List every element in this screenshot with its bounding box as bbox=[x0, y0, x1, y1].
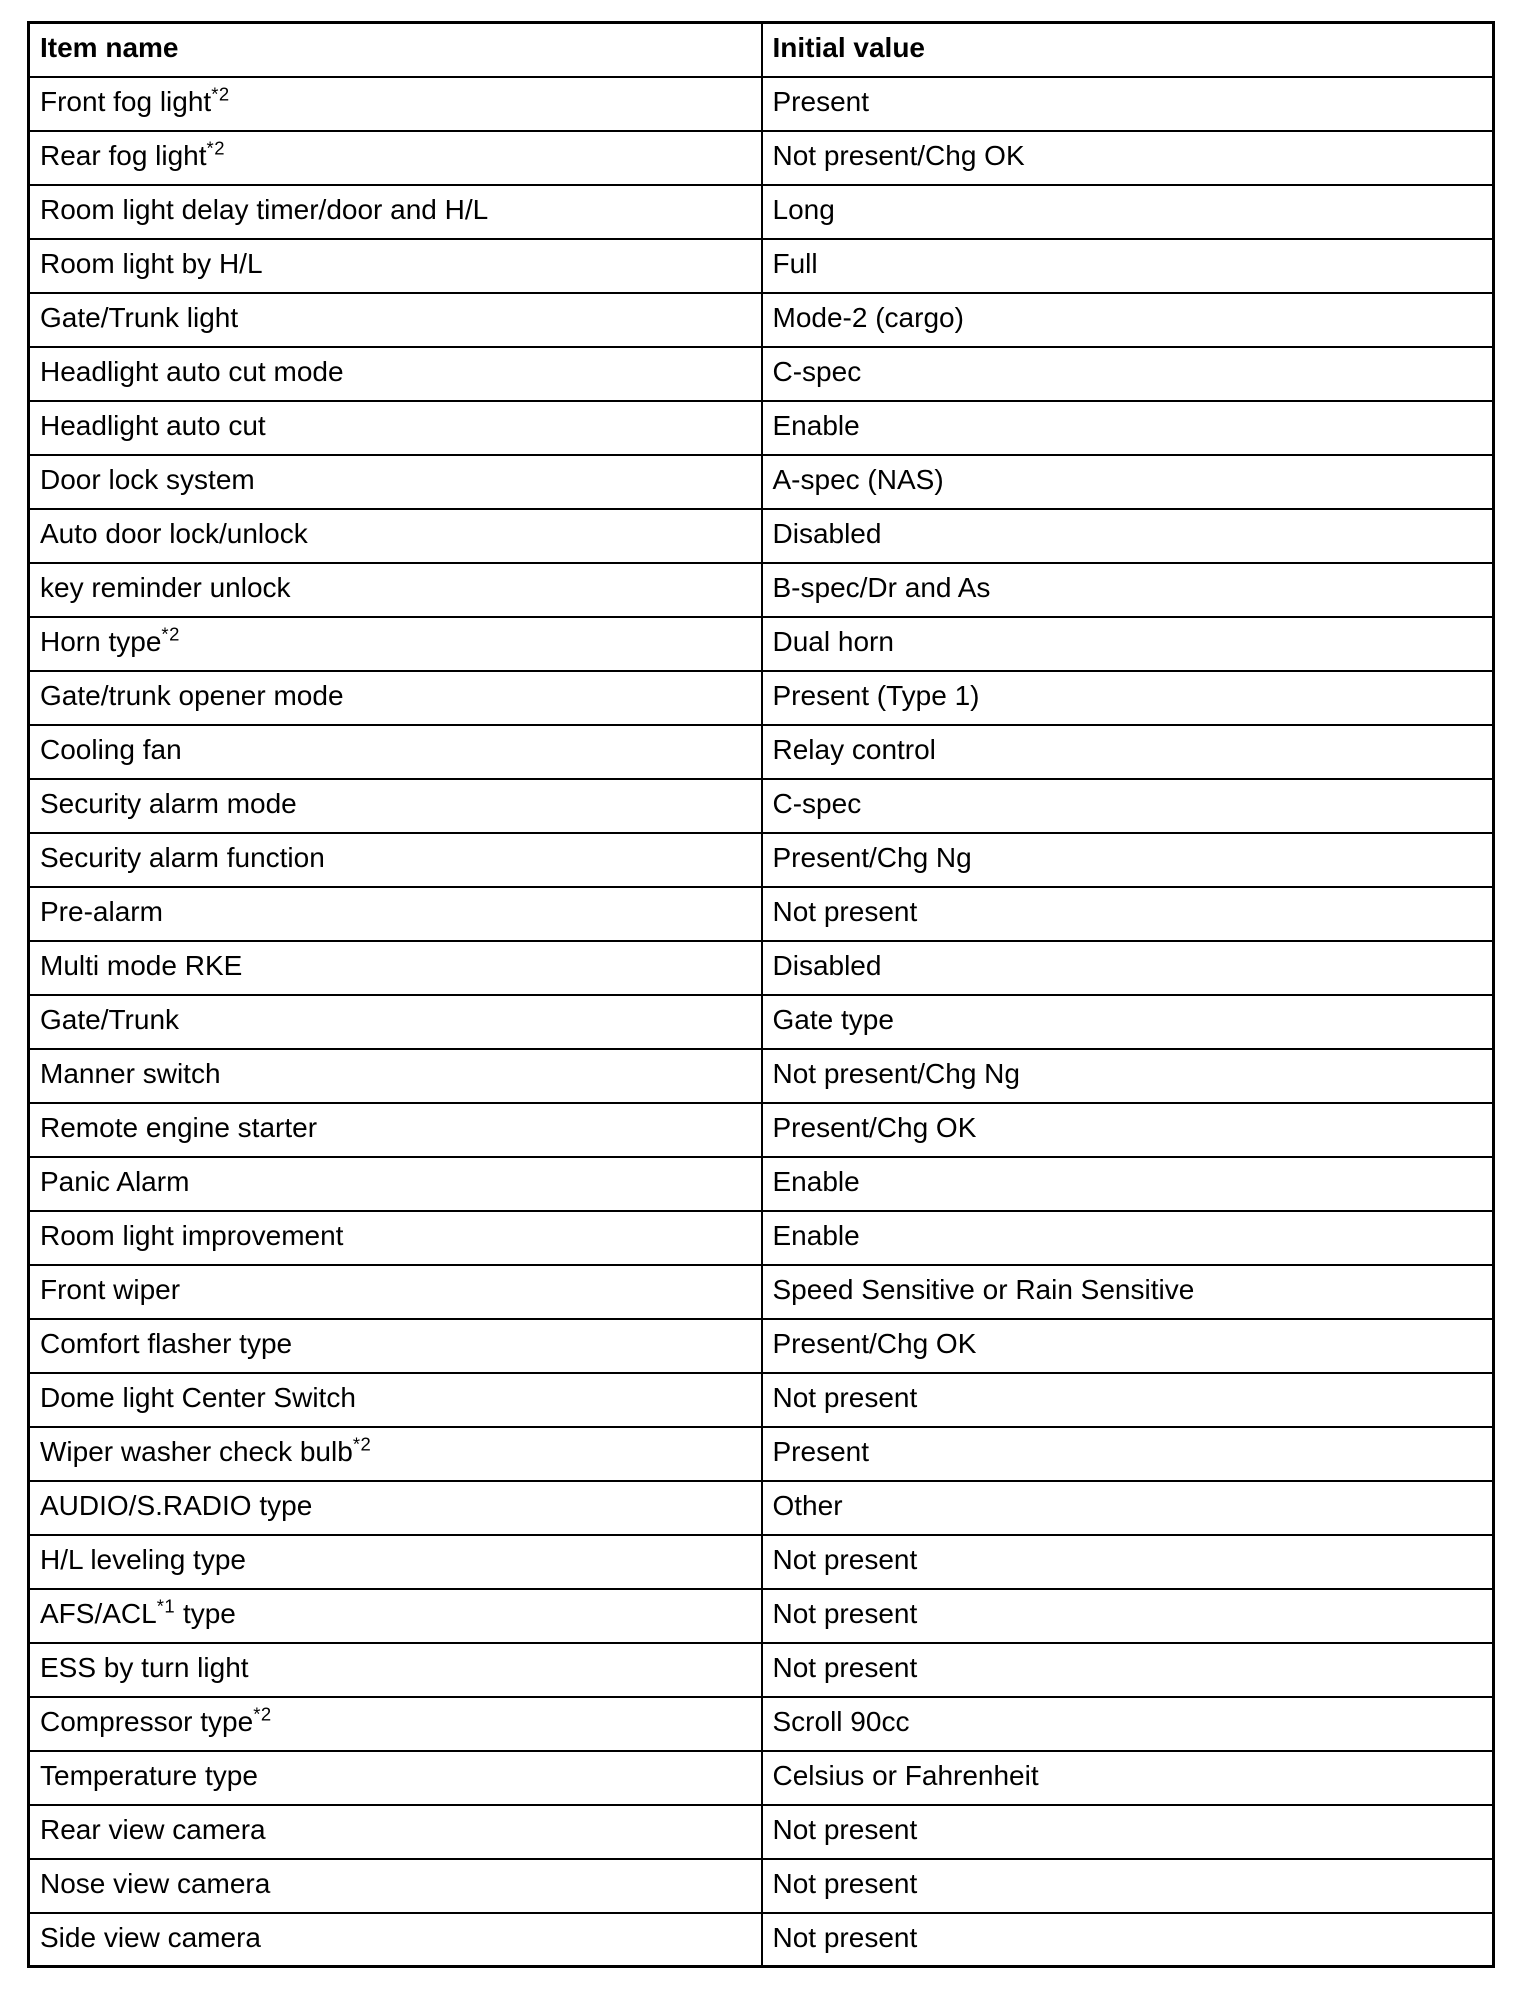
item-name-cell: Manner switch bbox=[29, 1049, 762, 1103]
item-name-cell: Security alarm function bbox=[29, 833, 762, 887]
table-row bbox=[29, 1859, 1494, 1913]
initial-value-cell: Other bbox=[762, 1481, 1494, 1535]
initial-value-cell: Not present/Chg Ng bbox=[762, 1049, 1494, 1103]
initial-value-cell: Not present bbox=[762, 1373, 1494, 1427]
table-row bbox=[29, 995, 1494, 1049]
table-row bbox=[29, 1535, 1494, 1589]
footnote-marker: *2 bbox=[253, 1703, 272, 1725]
item-name-cell: Multi mode RKE bbox=[29, 941, 762, 995]
item-name-cell: Comfort flasher type bbox=[29, 1319, 762, 1373]
table-row bbox=[29, 185, 1494, 239]
item-name-cell: Gate/Trunk bbox=[29, 995, 762, 1049]
table-row bbox=[29, 1805, 1494, 1859]
item-name-cell: Dome light Center Switch bbox=[29, 1373, 762, 1427]
item-name-cell: Panic Alarm bbox=[29, 1157, 762, 1211]
item-name-cell: Rear fog light$^{*2}$ bbox=[29, 131, 762, 185]
item-name-cell: Gate/trunk opener mode bbox=[29, 671, 762, 725]
initial-value-cell: Not present bbox=[762, 1913, 1494, 1967]
initial-value-cell: Scroll 90cc bbox=[762, 1697, 1494, 1751]
table-header bbox=[29, 23, 1494, 77]
initial-value-cell: Enable bbox=[762, 1157, 1494, 1211]
item-name-cell: Temperature type bbox=[29, 1751, 762, 1805]
item-name-header: Item name bbox=[29, 23, 762, 77]
item-name-cell: Remote engine starter bbox=[29, 1103, 762, 1157]
item-name-cell: Door lock system bbox=[29, 455, 762, 509]
table-row bbox=[29, 887, 1494, 941]
table-row bbox=[29, 725, 1494, 779]
item-name-cell: Rear view camera bbox=[29, 1805, 762, 1859]
item-name-cell: Headlight auto cut bbox=[29, 401, 762, 455]
table-row bbox=[29, 131, 1494, 185]
initial-value-cell: Celsius or Fahrenheit bbox=[762, 1751, 1494, 1805]
table-row bbox=[29, 77, 1494, 131]
initial-value-header: Initial value bbox=[762, 23, 1494, 77]
item-name-cell: Wiper washer check bulb$^{*2}$ bbox=[29, 1427, 762, 1481]
initial-value-cell: Not present bbox=[762, 1805, 1494, 1859]
table-row bbox=[29, 671, 1494, 725]
item-name-cell: AUDIO/S.RADIO type bbox=[29, 1481, 762, 1535]
table-row bbox=[29, 833, 1494, 887]
item-name-cell: Front wiper bbox=[29, 1265, 762, 1319]
initial-value-cell: Full bbox=[762, 239, 1494, 293]
item-name-cell: Headlight auto cut mode bbox=[29, 347, 762, 401]
table-row bbox=[29, 239, 1494, 293]
initial-value-cell: Enable bbox=[762, 401, 1494, 455]
table-row bbox=[29, 1751, 1494, 1805]
initial-value-cell: Enable bbox=[762, 1211, 1494, 1265]
item-name-cell: H/L leveling type bbox=[29, 1535, 762, 1589]
initial-value-cell: A-spec (NAS) bbox=[762, 455, 1494, 509]
initial-value-cell: Disabled bbox=[762, 509, 1494, 563]
initial-value-cell: Gate type bbox=[762, 995, 1494, 1049]
table-row bbox=[29, 1049, 1494, 1103]
item-name-cell: Security alarm mode bbox=[29, 779, 762, 833]
initial-value-cell: Not present bbox=[762, 1589, 1494, 1643]
initial-value-cell: Not present bbox=[762, 1535, 1494, 1589]
initial-value-cell: C-spec bbox=[762, 347, 1494, 401]
table-row bbox=[29, 401, 1494, 455]
footnote-marker: *2 bbox=[161, 623, 180, 645]
table-row bbox=[29, 1589, 1494, 1643]
item-name-cell: ESS by turn light bbox=[29, 1643, 762, 1697]
table-row bbox=[29, 509, 1494, 563]
table-row bbox=[29, 1697, 1494, 1751]
initial-value-cell: Long bbox=[762, 185, 1494, 239]
table-row bbox=[29, 1211, 1494, 1265]
item-name-cell: Side view camera bbox=[29, 1913, 762, 1967]
initial-value-cell: Present/Chg OK bbox=[762, 1319, 1494, 1373]
footnote-marker: *1 bbox=[156, 1595, 176, 1617]
table-body bbox=[29, 77, 1494, 1967]
initial-value-cell: Disabled bbox=[762, 941, 1494, 995]
footnote-marker: *2 bbox=[211, 83, 230, 105]
initial-value-cell: Not present bbox=[762, 1643, 1494, 1697]
item-name-cell: Nose view camera bbox=[29, 1859, 762, 1913]
initial-value-cell: Dual horn bbox=[762, 617, 1494, 671]
table-row bbox=[29, 1913, 1494, 1967]
initial-value-cell: Not present/Chg OK bbox=[762, 131, 1494, 185]
table-row bbox=[29, 563, 1494, 617]
initial-value-cell: Present/Chg Ng bbox=[762, 833, 1494, 887]
item-name-cell: Auto door lock/unlock bbox=[29, 509, 762, 563]
table-row bbox=[29, 779, 1494, 833]
item-name-cell: Front fog light$^{*2}$ bbox=[29, 77, 762, 131]
table-row bbox=[29, 293, 1494, 347]
table-row bbox=[29, 617, 1494, 671]
initial-value-cell: Present (Type 1) bbox=[762, 671, 1494, 725]
table-row bbox=[29, 1643, 1494, 1697]
table-row bbox=[29, 1481, 1494, 1535]
table-row bbox=[29, 1103, 1494, 1157]
item-name-cell: Room light delay timer/door and H/L bbox=[29, 185, 762, 239]
initial-value-cell: Relay control bbox=[762, 725, 1494, 779]
initial-value-cell: Not present bbox=[762, 887, 1494, 941]
initial-value-cell: Speed Sensitive or Rain Sensitive bbox=[762, 1265, 1494, 1319]
table-row bbox=[29, 455, 1494, 509]
item-name-cell: Cooling fan bbox=[29, 725, 762, 779]
footnote-marker: *2 bbox=[352, 1433, 372, 1455]
table-row bbox=[29, 1265, 1494, 1319]
initial-value-cell: Not present bbox=[762, 1859, 1494, 1913]
item-name-cell: Room light by H/L bbox=[29, 239, 762, 293]
footnote-marker: *2 bbox=[206, 137, 226, 159]
item-name-cell: Gate/Trunk light bbox=[29, 293, 762, 347]
initial-value-table bbox=[27, 21, 1495, 1968]
initial-value-cell: C-spec bbox=[762, 779, 1494, 833]
header-row bbox=[29, 23, 1494, 77]
table-row bbox=[29, 941, 1494, 995]
table-row bbox=[29, 347, 1494, 401]
table-row bbox=[29, 1427, 1494, 1481]
initial-value-cell: Mode-2 (cargo) bbox=[762, 293, 1494, 347]
item-name-cell: Room light improvement bbox=[29, 1211, 762, 1265]
initial-value-cell: Present bbox=[762, 77, 1494, 131]
item-name-cell: Pre-alarm bbox=[29, 887, 762, 941]
item-name-cell: AFS/ACL$^{*1}$ type bbox=[29, 1589, 762, 1643]
item-name-cell: Horn type$^{*2}$ bbox=[29, 617, 762, 671]
table-row bbox=[29, 1373, 1494, 1427]
table-row bbox=[29, 1157, 1494, 1211]
item-name-cell: key reminder unlock bbox=[29, 563, 762, 617]
item-name-cell: Compressor type$^{*2}$ bbox=[29, 1697, 762, 1751]
table-row bbox=[29, 1319, 1494, 1373]
initial-value-cell: Present bbox=[762, 1427, 1494, 1481]
initial-value-cell: B-spec/Dr and As bbox=[762, 563, 1494, 617]
initial-value-cell: Present/Chg OK bbox=[762, 1103, 1494, 1157]
